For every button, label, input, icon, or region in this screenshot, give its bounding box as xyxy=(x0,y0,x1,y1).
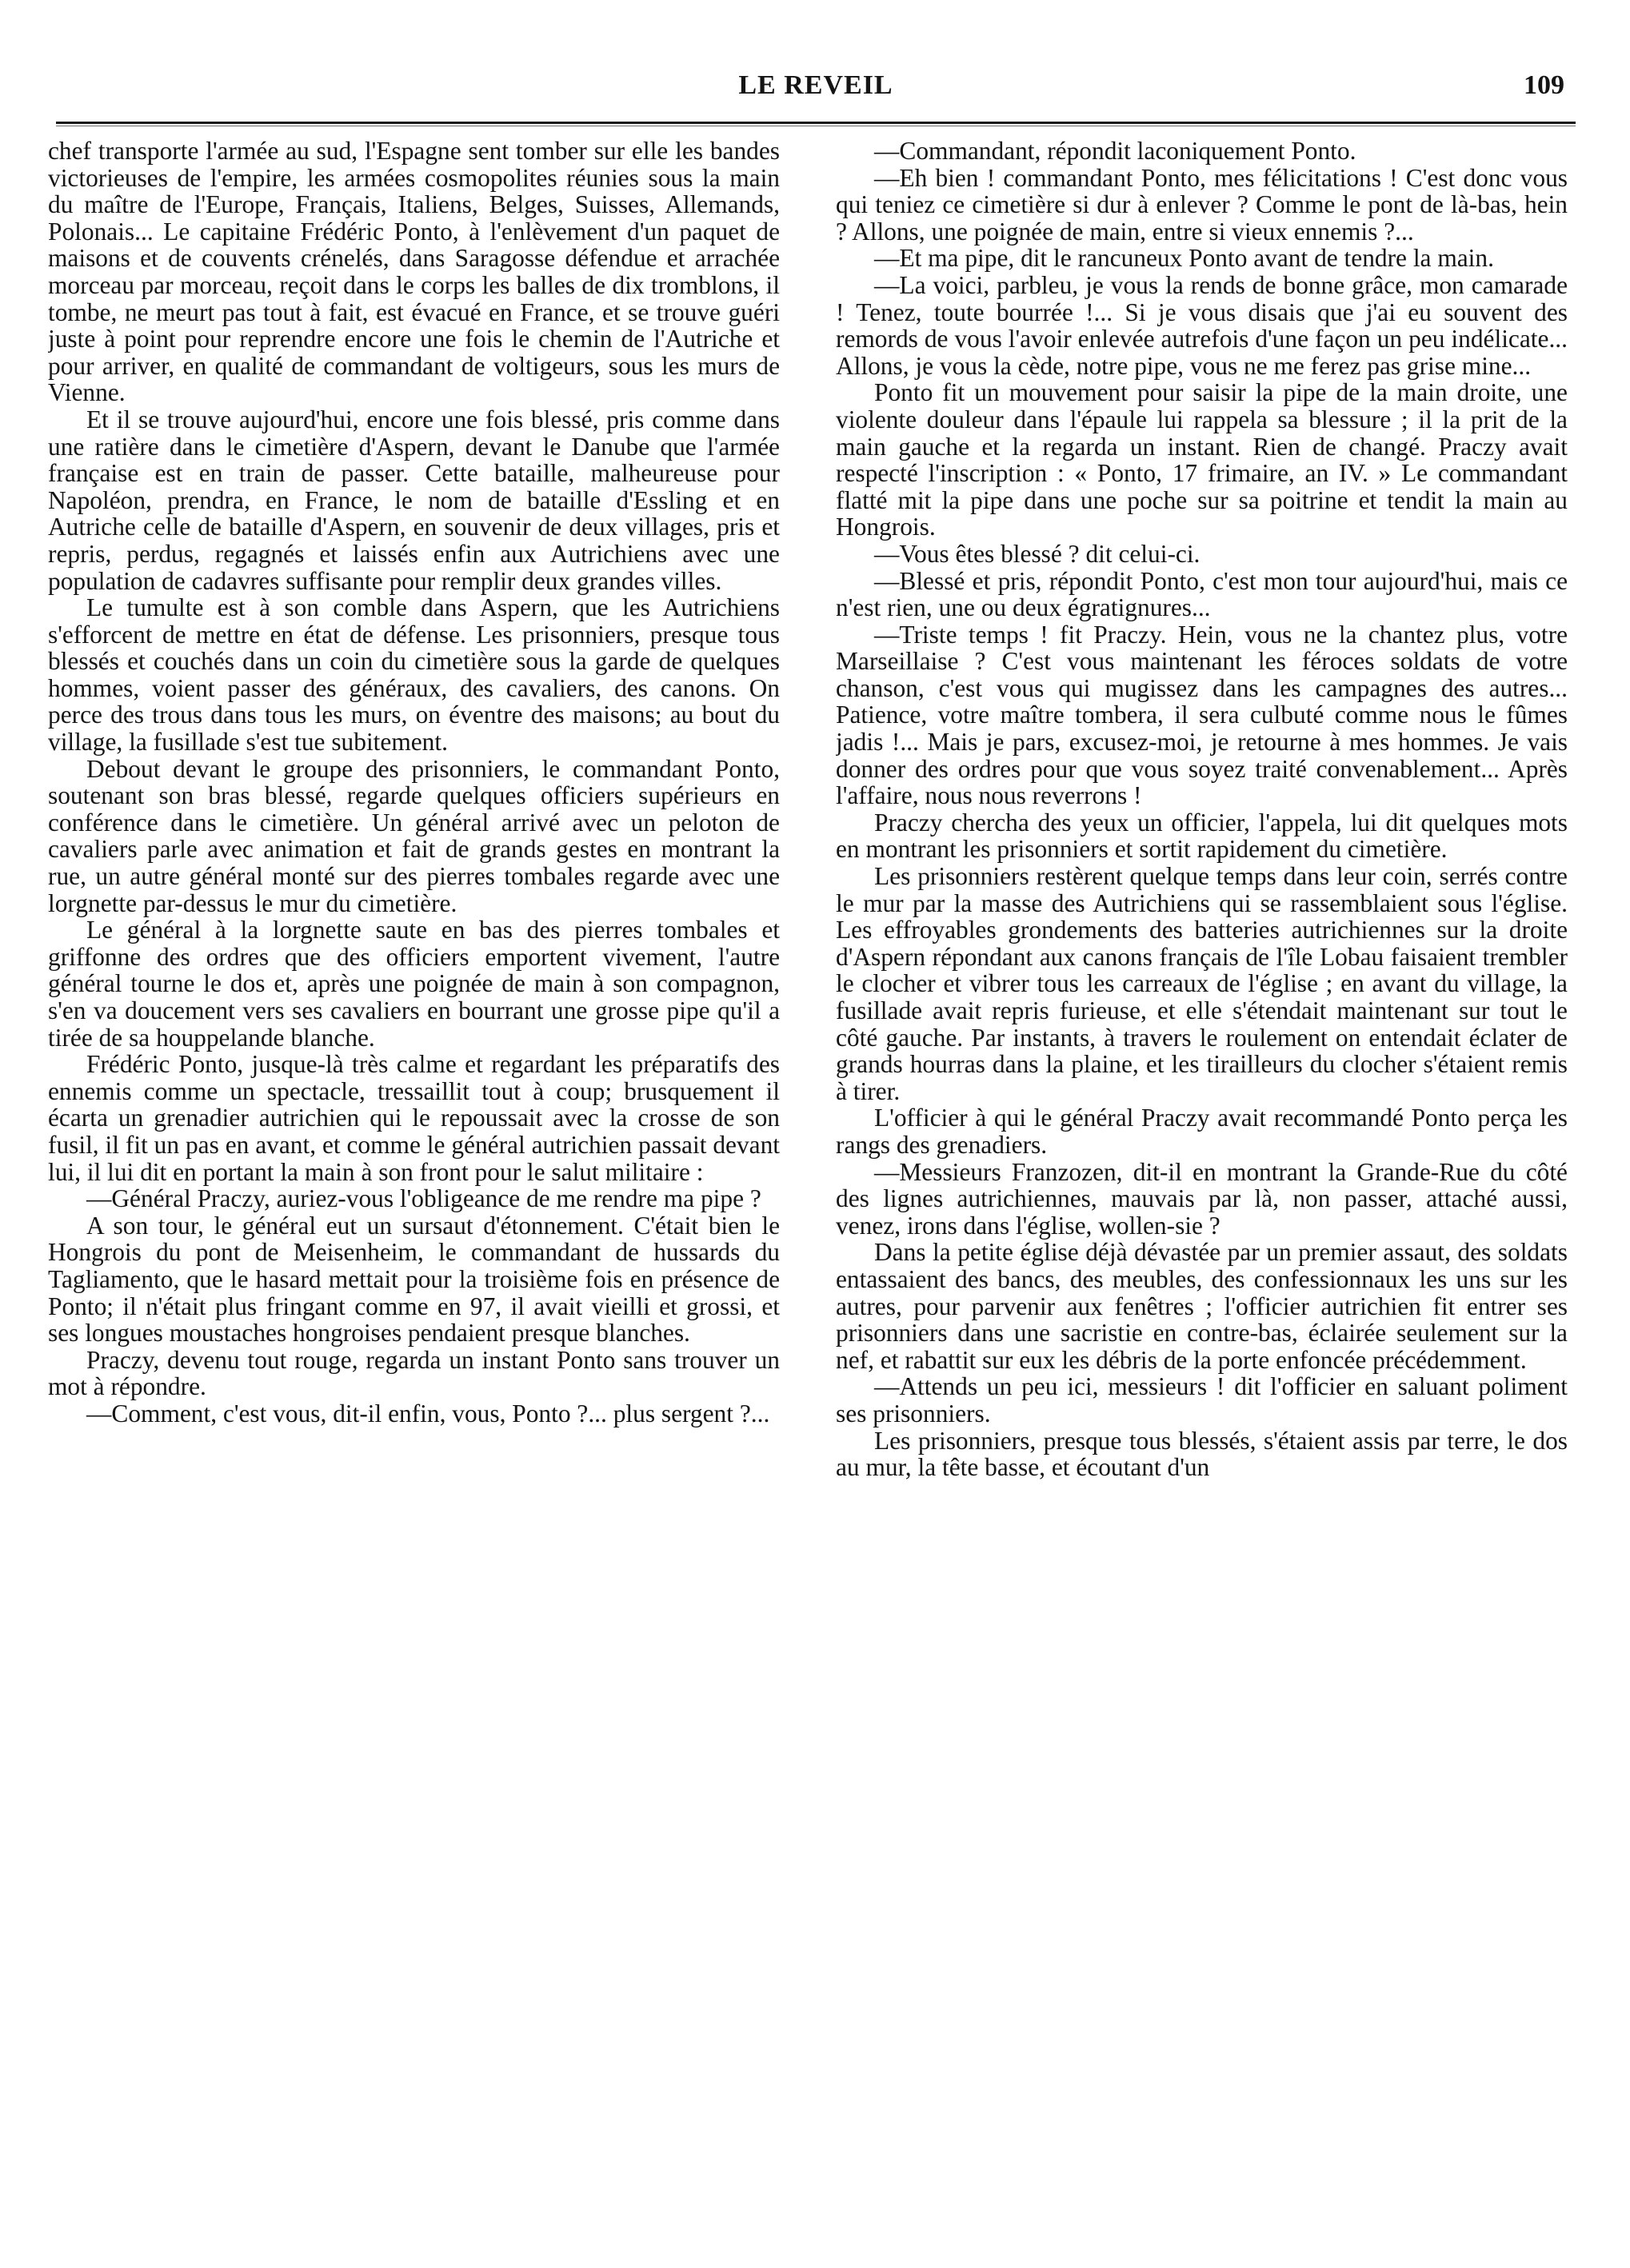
paragraph: A son tour, le général eut un sursaut d'étonnement. C'était bien le Hongrois du pont de Meisenheim, le commandant de hussards du Tagliamento, que le hasard mettait pour la troisième fois en présence de Ponto; il n'était plus fringant comme en 97, il avait vieilli et grossi, et ses longues moustaches hongroises pendaient presque blanches. xyxy=(48,1211,780,1348)
paragraph: Praczy, devenu tout rouge, regarda un instant Ponto sans trouver un mot à répondre. xyxy=(48,1345,780,1401)
paragraph: —Et ma pipe, dit le rancuneux Ponto avant de tendre la main. xyxy=(874,244,1494,273)
paragraph: —Vous êtes blessé ? dit celui-ci. xyxy=(874,539,1201,568)
paragraph: —Attends un peu ici, messieurs ! dit l'officier en saluant poliment ses prisonniers. xyxy=(836,1372,1568,1427)
paragraph: Les prisonniers, presque tous blessés, s'étaient assis par terre, le dos au mur, la tête basse, et écoutant d'un xyxy=(836,1426,1568,1482)
paragraph: Le général à la lorgnette saute en bas des pierres tombales et griffonne des ordres que des officiers emportent vivement, l'autre général tourne le dos et, après une poignée de main à son compagnon, s'en va doucement vers ses cavaliers en bourrant une grosse pipe qu'il a tirée de sa houppelande blanche. xyxy=(48,916,780,1052)
paragraph: —Blessé et pris, répondit Ponto, c'est mon tour aujourd'hui, mais ce n'est rien, une ou deux égratignures... xyxy=(836,566,1568,622)
paragraph: —Triste temps ! fit Praczy. Hein, vous ne la chantez plus, votre Marseillaise ? C'est vous maintenant les féroces soldats de votre chanson, c'est vous qui mugissez dans les campagnes des autres... Patience, votre maître tombera, il sera culbuté comme nous le fûmes jadis !... Mais je pars, excusez-moi, je retourne à mes hommes. Je vais donner des ordres pour que vous soyez traité convenablement... Après l'affaire, nous nous reverrons ! xyxy=(836,620,1568,810)
paragraph: Dans la petite église déjà dévastée par un premier assaut, des soldats entassaient des bancs, des meubles, des confessionnaux les uns sur les autres, pour parvenir aux fenêtres ; l'officier autrichien fit entrer ses prisonniers dans une sacristie en contre-bas, éclairée seulement sur la nef, et rabattit sur eux les débris de la porte enfoncée précédemment. xyxy=(836,1238,1568,1374)
paragraph: Le tumulte est à son comble dans Aspern, que les Autrichiens s'efforcent de mettre en état de défense. Les prisonniers, presque tous blessés et couchés dans un coin du cimetière sous la garde de quelques hommes, voient passer des généraux, des cavaliers, des canons. On perce des trous dans tous les murs, on éventre des maisons; au bout du village, la fusillade s'est tue subitement. xyxy=(48,593,780,757)
paragraph: Les prisonniers restèrent quelque temps dans leur coin, serrés contre le mur par la masse des Autrichiens qui se rassemblaient sous l'église. Les effroyables grondements des batteries autrichiennes sur la droite d'Aspern répondant aux canons français de l'île Lobau faisaient trembler le clocher et vibrer tous les carreaux de l'église ; en avant du village, la fusillade avait repris furieuse, et elle s'étendait maintenant sur tout le côté gauche. Par instants, à travers le roulement on entendait éclater de grands hourras dans la plaine, et les tirailleurs du clocher s'étaient remis à tirer. xyxy=(836,862,1568,1105)
header-rule xyxy=(56,122,1576,124)
paragraph: L'officier à qui le général Praczy avait recommandé Ponto perça les rangs des grenadiers. xyxy=(836,1104,1568,1159)
page-header xyxy=(56,66,1576,122)
paragraph: Debout devant le groupe des prisonniers, le commandant Ponto, soutenant son bras blessé, regarde quelques officiers supérieurs en conférence dans le cimetière. Un général arrivé avec un peloton de cavaliers parle avec animation et fait de grands gestes en montrant la rue, un autre général monté sur des pierres tombales regarde avec une lorgnette par-dessus le mur du cimetière. xyxy=(48,754,780,917)
paragraph: —Comment, c'est vous, dit-il enfin, vous, Ponto ?... plus sergent ?... xyxy=(86,1399,770,1427)
running-title: LE REVEIL xyxy=(738,70,893,100)
paragraph: —Commandant, répondit laconiquement Ponto. xyxy=(874,138,1356,165)
paragraph: —La voici, parbleu, je vous la rends de bonne grâce, mon camarade ! Tenez, toute bourrée !... Si je vous disais que j'ai eu souvent des remords de vous l'avoir enlevée autrefois d'une façon un peu indélicate... Allons, je vous la cède, notre pipe, vous ne me ferez pas grise mine... xyxy=(836,270,1568,380)
paragraph: Et il se trouve aujourd'hui, encore une fois blessé, pris comme dans une ratière dans le cimetière d'Aspern, devant le Danube que l'armée française est en train de passer. Cette bataille, malheureuse pour Napoléon, prendra, en France, le nom de bataille d'Essling et en Autriche celle de bataille d'Aspern, en souvenir de deux villages, pris et repris, perdus, regagnés et laissés enfin aux Autrichiens avec une population de cadavres suffisante pour remplir deux grandes villes. xyxy=(48,405,780,595)
paragraph: Frédéric Ponto, jusque-là très calme et regardant les préparatifs des ennemis comme un spectacle, tressaillit tout à coup; brusquement il écarta un grenadier autrichien qui le repoussait avec la crosse de son fusil, il fit un pas en avant, et comme le général autrichien passait devant lui, il lui dit en portant la main à son front pour le salut militaire : xyxy=(48,1050,780,1186)
left-column xyxy=(48,138,780,2241)
paragraph: Ponto fit un mouvement pour saisir la pipe de la main droite, une violente douleur dans l'épaule lui rappela sa blessure ; il la prit de la main gauche et la regarda un instant. Rien de changé. Praczy avait respecté l'inscription : « Ponto, 17 frimaire, an IV. » Le commandant flatté mit la pipe dans une poche sur sa poitrine et tendit la main au Hongrois. xyxy=(836,378,1568,541)
paragraph: —Général Praczy, auriez-vous l'obligeance de me rendre ma pipe ? xyxy=(86,1184,761,1213)
paragraph: Praczy chercha des yeux un officier, l'appela, lui dit quelques mots en montrant les prisonniers et sortit rapidement du cimetière. xyxy=(836,808,1568,864)
page-number: 109 xyxy=(1524,70,1564,100)
paragraph: chef transporte l'armée au sud, l'Espagne sent tomber sur elle les bandes victorieuses de l'empire, les armées cosmopolites réunies sous la main du maître de l'Europe, Français, Italiens, Belges, Suisses, Allemands, Polonais... Le capitaine Frédéric Ponto, à l'enlèvement d'un paquet de maisons et de couvents crénelés, dans Saragosse défendue et arrachée morceau par morceau, reçoit dans le corps les balles de dix tromblons, il tombe, ne meurt pas tout à fait, est évacué en France, et se trouve guéri juste à point pour reprendre encore une fois le chemin de l'Autriche et pour arriver, en qualité de commandant de voltigeurs, sous les murs de Vienne. xyxy=(48,138,780,407)
paragraph: —Eh bien ! commandant Ponto, mes félicitations ! C'est donc vous qui teniez ce cimetière si dur à enlever ? Comme le pont de là-bas, hein ? Allons, une poignée de main, entre si vieux ennemis ?... xyxy=(836,163,1568,246)
right-column xyxy=(836,138,1568,2241)
paragraph: —Messieurs Franzozen, dit-il en montrant la Grande-Rue du côté des lignes autrichiennes, mauvais par là, non passer, attaché aussi, venez, irons dans l'église, wollen-sie ? xyxy=(836,1157,1568,1240)
